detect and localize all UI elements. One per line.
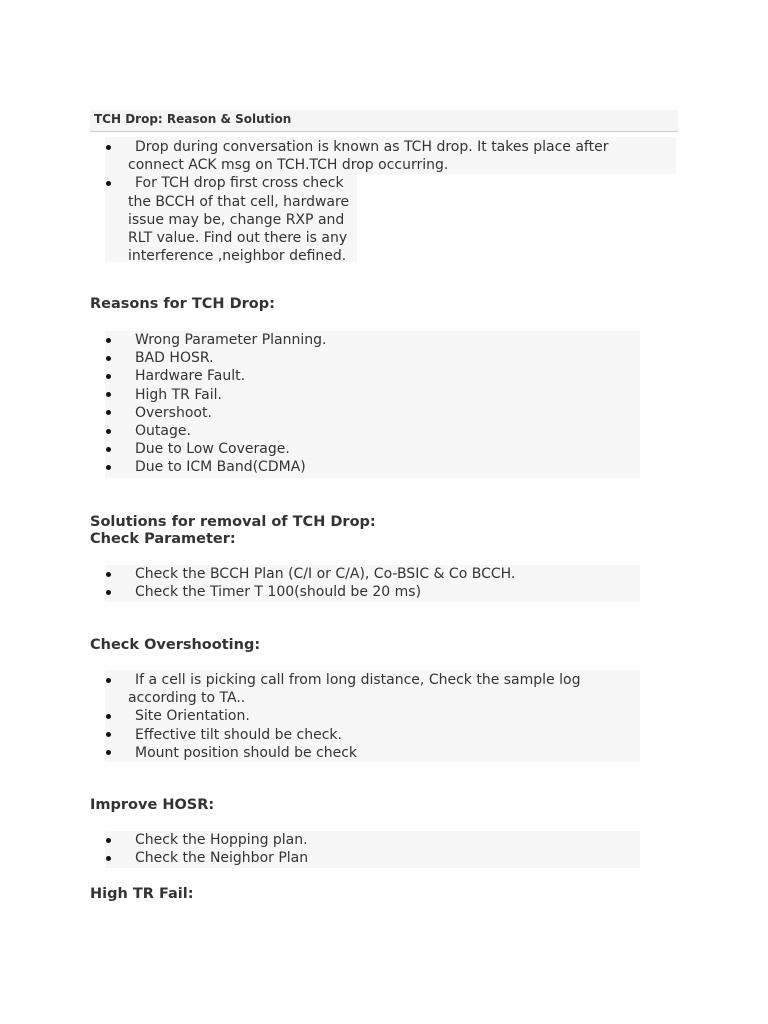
list-item: Check the Hopping plan. xyxy=(90,831,650,849)
solutions-list xyxy=(90,565,650,601)
list-item: If a cell is picking call from long distance, Check the sample log according to TA.. xyxy=(90,671,598,707)
list-item: Check the BCCH Plan (C/I or C/A), Co-BSIC & Co BCCH. xyxy=(90,565,650,583)
list-item: Mount position should be check xyxy=(90,744,650,762)
list-item: Due to ICM Band(CDMA) xyxy=(90,458,650,476)
reasons-list xyxy=(90,331,650,477)
hosr-list xyxy=(90,831,650,867)
list-item: Outage. xyxy=(90,422,650,440)
hosr-heading: Improve HOSR: xyxy=(90,797,215,813)
list-item: BAD HOSR. xyxy=(90,349,650,367)
list-item: Check the Timer T 100(should be 20 ms) xyxy=(90,583,650,601)
list-item: Effective tilt should be check. xyxy=(90,726,650,744)
list-item: Wrong Parameter Planning. xyxy=(90,331,650,349)
list-item: Overshoot. xyxy=(90,404,650,422)
intro-list xyxy=(90,138,690,265)
list-item: Hardware Fault. xyxy=(90,367,650,385)
list-item: Check the Neighbor Plan xyxy=(90,849,650,867)
list-item: For TCH drop first cross check the BCCH of that cell, hardware issue may be, change RXP and RLT value. Find out there is any interference ,neighbor defined. xyxy=(90,174,358,265)
list-item: High TR Fail. xyxy=(90,386,650,404)
overshooting-heading: Check Overshooting: xyxy=(90,637,261,653)
list-item: Due to Low Coverage. xyxy=(90,440,650,458)
tr-fail-heading: High TR Fail: xyxy=(90,886,194,902)
reasons-heading: Reasons for TCH Drop: xyxy=(90,296,275,312)
page-title: TCH Drop: Reason & Solution xyxy=(90,110,678,132)
list-item: Drop during conversation is known as TCH drop. It takes place after connect ACK msg on TCH.TCH drop occurring. xyxy=(90,138,628,174)
overshooting-list xyxy=(90,671,650,762)
list-item: Site Orientation. xyxy=(90,707,650,725)
solutions-heading: Solutions for removal of TCH Drop: xyxy=(90,514,376,530)
check-parameter-heading: Check Parameter: xyxy=(90,531,236,547)
